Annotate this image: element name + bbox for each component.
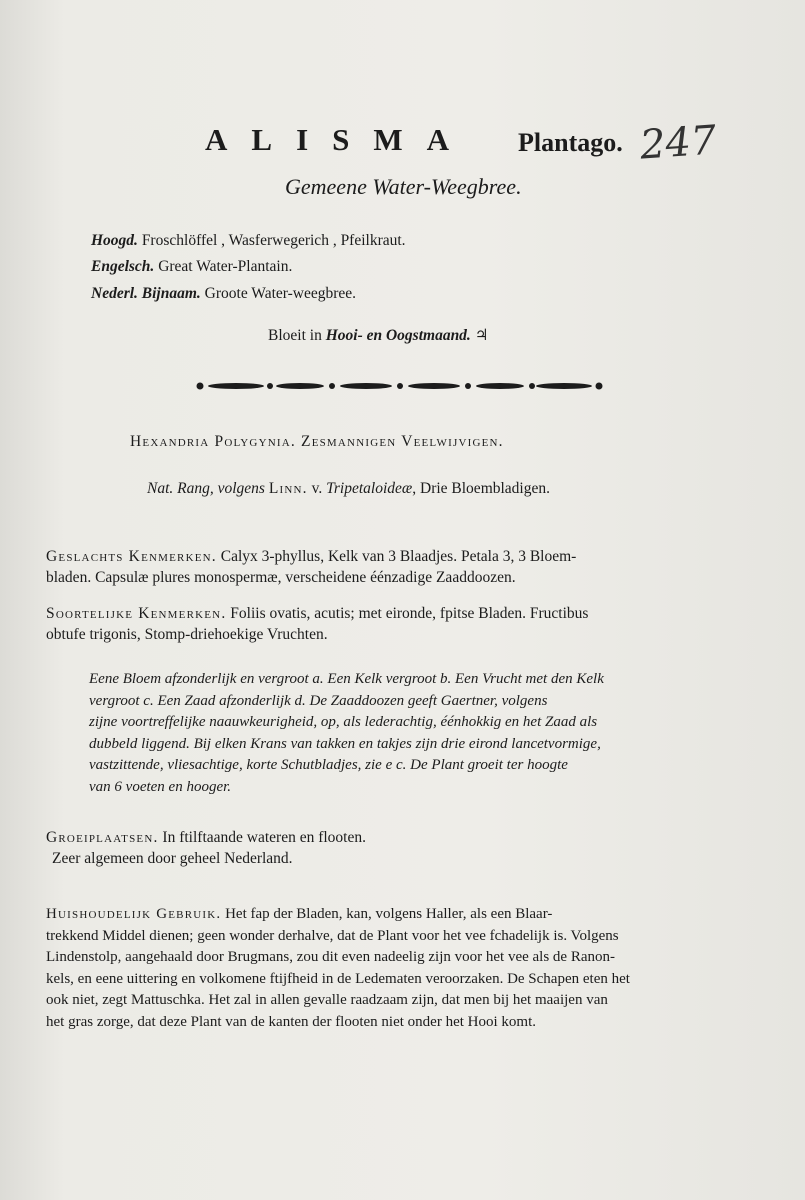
description-line: vergroot c. Een Zaad afzonderlijk d. De Zaaddoozen geeft Gaertner, volgens (89, 692, 548, 709)
paragraph-line: obtufe trigonis, Stomp-driehoekige Vruchten. (46, 626, 328, 643)
paragraph-line: Zeer algemeen door geheel Nederland. (52, 850, 293, 867)
name-lang-label: Engelsch. (91, 258, 155, 275)
section-heading: Soortelijke Kenmerken. (46, 605, 227, 622)
huishoudelijk-gebruik (46, 904, 630, 1033)
paragraph-line: het gras zorge, dat deze Plant van de kanten der flooten niet onder het Hooi komt. (46, 1013, 536, 1030)
title-species: Plantago. (518, 128, 623, 157)
paragraph-line: In ftilftaande wateren en flooten. (162, 829, 366, 846)
paragraph-line: Calyx 3-phyllus, Kelk van 3 Blaadjes. Petala 3, 3 Bloem- (220, 548, 577, 565)
name-line-hoogd (91, 232, 406, 250)
name-text: Groote Water-weegbree. (204, 285, 357, 302)
description-line: Eene Bloem afzonderlijk en vergroot a. Een Kelk vergroot b. Een Vrucht met den Kelk (89, 671, 604, 687)
description-line: zijne voortreffelijke naauwkeurigheid, op, als lederachtig, éénhokkig en het Zaad als (89, 714, 598, 730)
bloom-months: Hooi- en Oogstmaand. (325, 327, 471, 344)
soortelijke-kenmerken (46, 603, 588, 645)
section-heading: Huishoudelijk Gebruik. (46, 906, 222, 922)
name-lang-label: Hoogd. (91, 232, 138, 249)
paragraph-line: bladen. Capsulæ plures monospermæ, verscheidene éénzadige Zaaddoozen. (46, 569, 516, 586)
bloom-line (268, 325, 489, 345)
title-genus: ALISMA (205, 122, 474, 157)
perennial-symbol: ♃ (474, 327, 489, 344)
paragraph-line: Foliis ovatis, acutis; met eironde, fpitse Bladen. Fructibus (230, 605, 589, 622)
nat-rang-mid: v. (311, 480, 323, 497)
bloom-prefix: Bloeit in (268, 327, 322, 344)
name-line-engelsch (91, 258, 292, 276)
description-line: dubbeld liggend. Bij elken Krans van takken en takjes zijn drie eirond lancetvormige, (89, 735, 601, 752)
name-lang-label: Nederl. Bijnaam. (91, 285, 201, 302)
name-text: Great Water-Plantain. (158, 258, 293, 275)
nat-rang-rest: , Drie Bloembladigen. (412, 480, 550, 497)
section-heading: Geslachts Kenmerken. (46, 548, 217, 565)
natural-rank-line (147, 480, 550, 498)
name-line-nederl (91, 285, 356, 303)
description-line: van 6 voeten en hooger. (89, 778, 232, 795)
nat-rang-order: Tripetaloideæ (326, 480, 413, 497)
paragraph-line: Lindenstolp, aangehaald door Brugmans, zou dit even nadeelig zijn voor het vee als de Ranon- (46, 949, 615, 965)
nat-rang-label: Nat. Rang, volgens (147, 480, 265, 497)
paragraph-line: trekkend Middel dienen; geen wonder derhalve, dat de Plant voor het vee fchadelijk is. Volgens (46, 927, 619, 944)
classification-line: Hexandria Polygynia. Zesmannigen Veelwijvigen. (130, 433, 504, 450)
ornamental-rule (196, 380, 604, 392)
description-line: vastzittende, vliesachtige, korte Schutbladjes, zie e c. De Plant groeit ter hoogte (89, 757, 568, 773)
geslachts-kenmerken (46, 546, 576, 588)
plate-description (89, 669, 604, 798)
common-name-title: Gemeene Water-Weegbree. (285, 174, 522, 199)
handwritten-page-number: 247 (638, 117, 718, 169)
paragraph-line: Het fap der Bladen, kan, volgens Haller, als een Blaar- (225, 906, 553, 922)
nat-rang-author: Linn. (268, 480, 308, 497)
groeiplaatsen (46, 827, 366, 869)
section-heading: Groeiplaatsen. (46, 829, 159, 846)
name-text: Froschlöffel , Wasferwegerich , Pfeilkraut. (141, 232, 406, 249)
paragraph-line: ook niet, zegt Mattuschka. Het zal in allen gevalle raadzaam zijn, dat men bij het maaijen van (46, 992, 608, 1008)
paragraph-line: kels, en eene uittering en volkomene ftijfheid in de Ledematen veroorzaken. De Schapen eten het (46, 970, 630, 987)
